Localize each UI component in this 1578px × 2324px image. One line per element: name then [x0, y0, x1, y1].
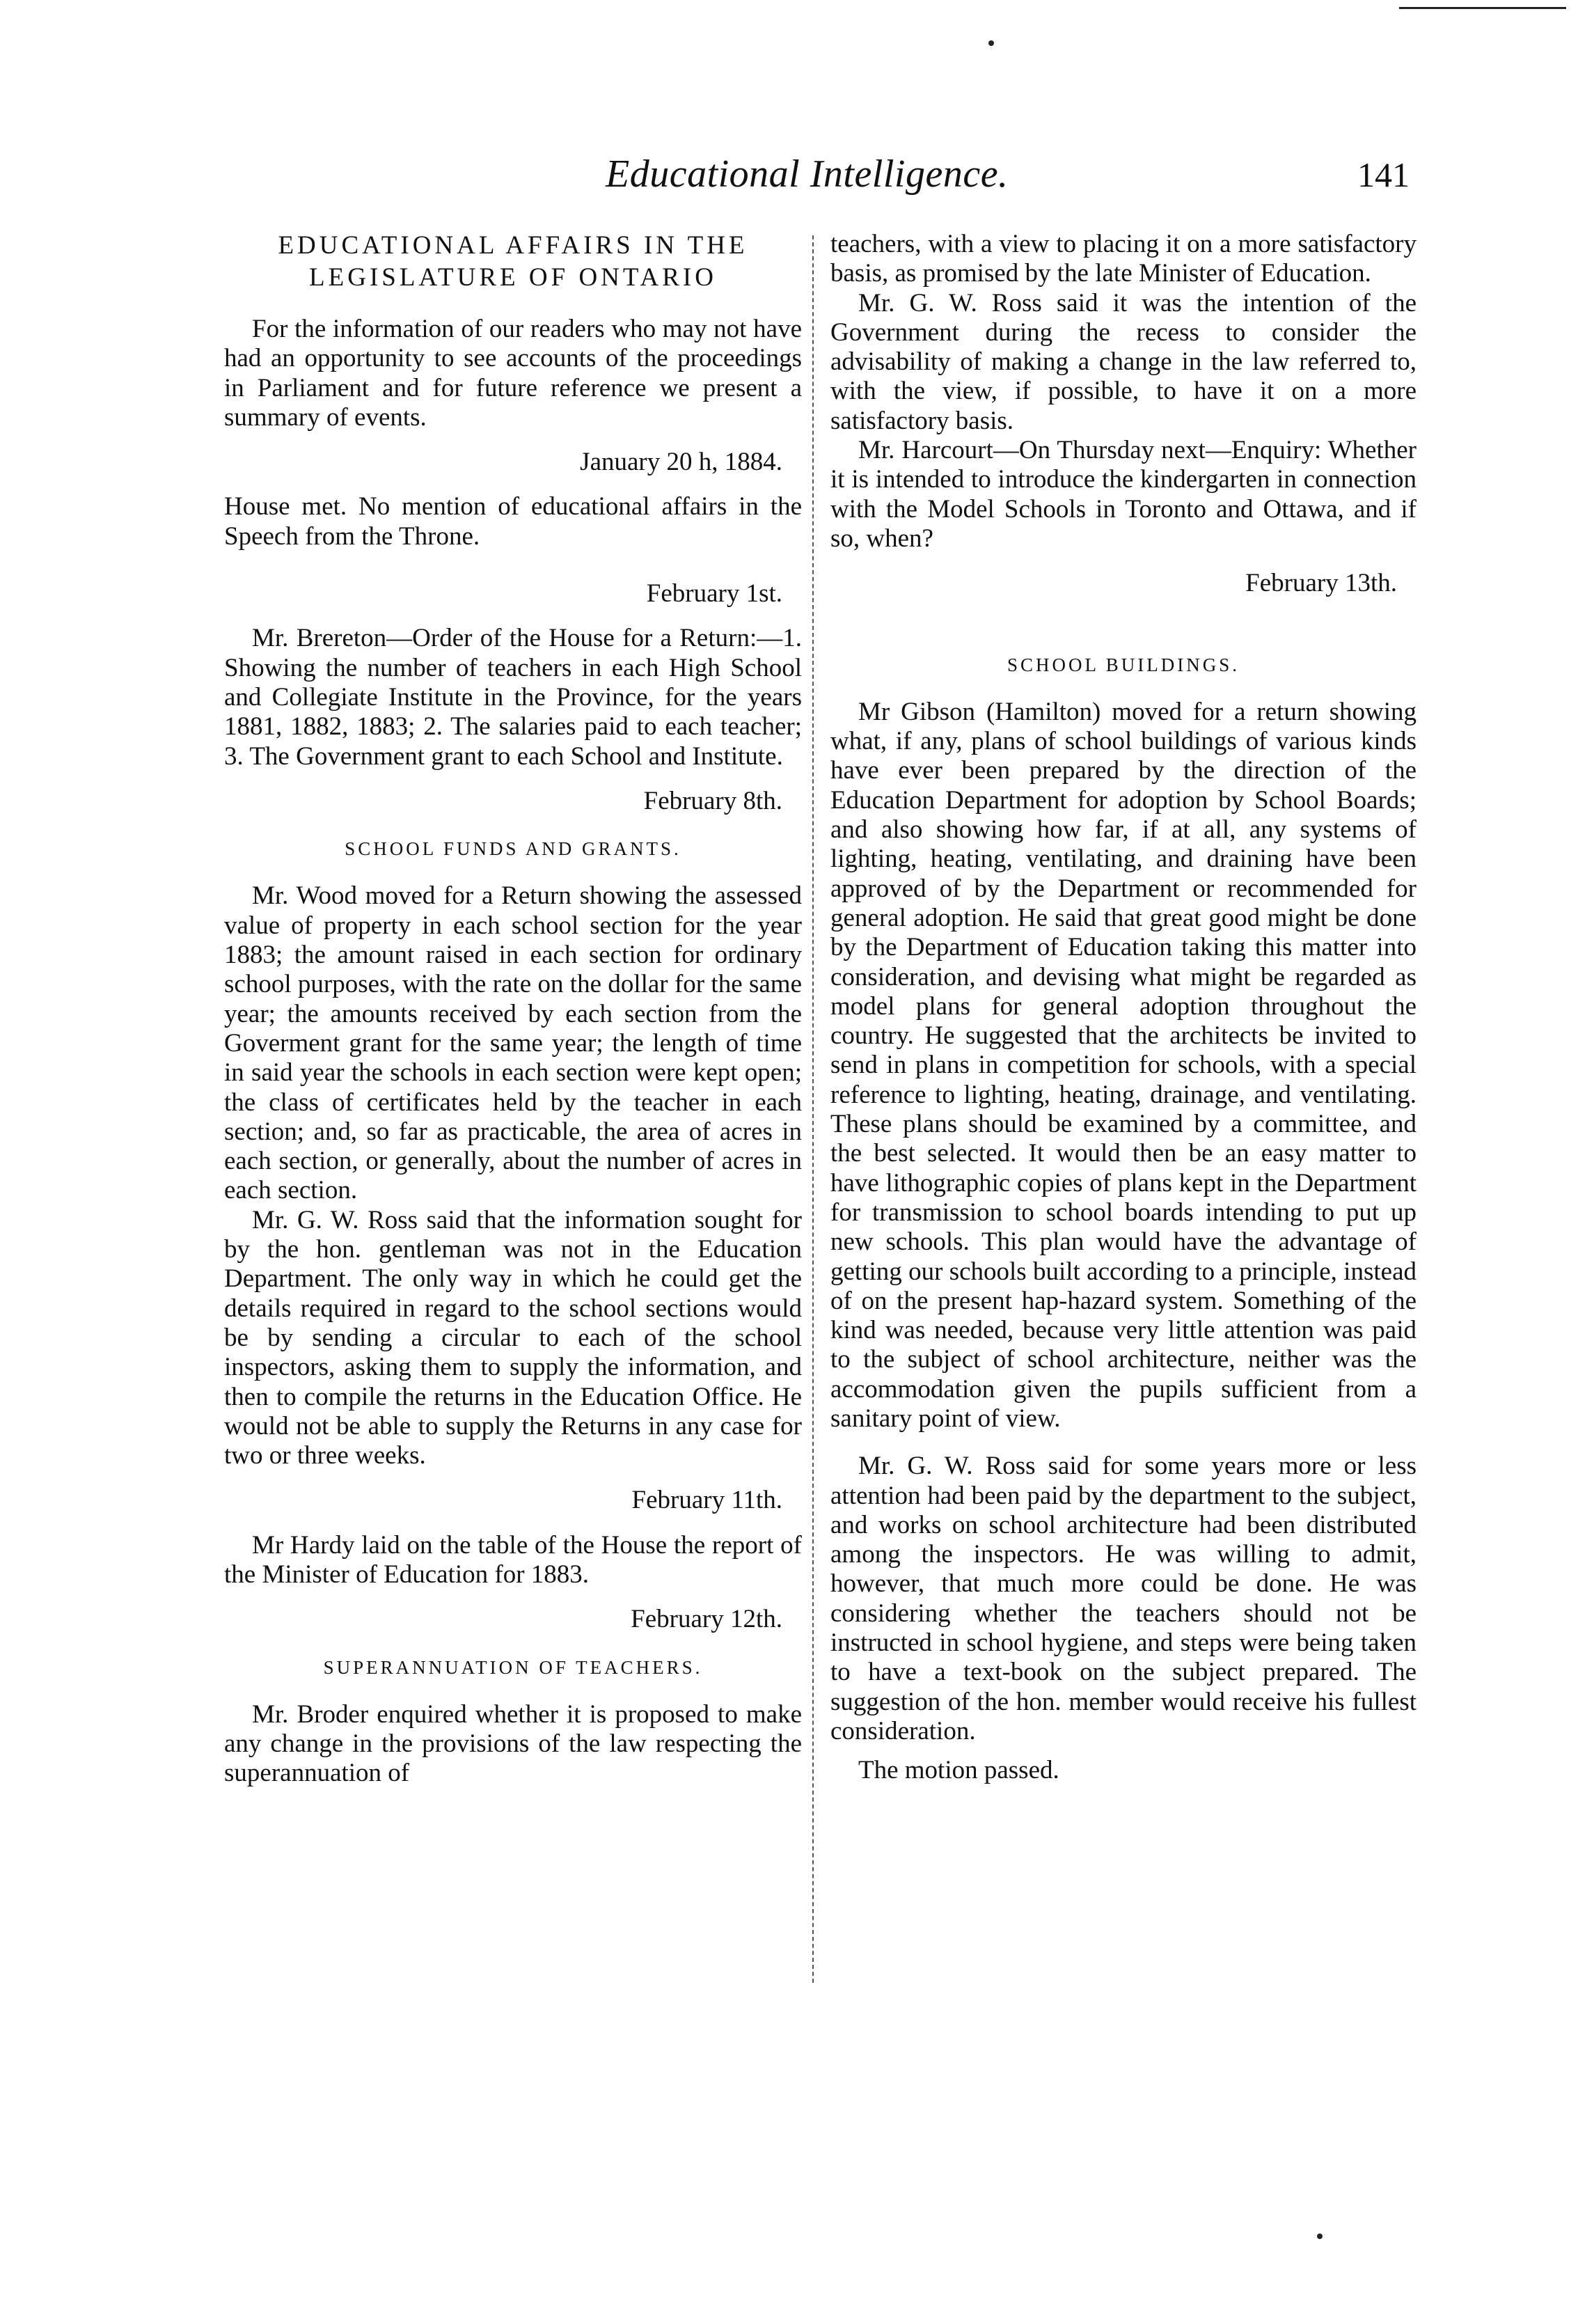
- date-heading: February 8th.: [643, 786, 782, 815]
- speck-mark: [988, 40, 994, 46]
- date-heading: February 1st.: [646, 579, 782, 609]
- left-column: [224, 230, 802, 1789]
- paragraph: Mr. G. W. Ross said for some years more or less attention had been paid by the department to the subject, and works on school architecture had been distributed among the inspectors. He was willing to admit, however, that much more could be done. He was considering whether the teachers should not be instructed in school hygiene, and steps were being taken to have a text-book on the subject prepared. The suggestion of the hon. member would receive his fullest consideration.: [830, 1452, 1417, 1745]
- running-title: Educational Intelligence.: [606, 152, 1009, 196]
- section-heading: SCHOOL FUNDS AND GRANTS.: [345, 838, 681, 860]
- paragraph: The motion passed.: [858, 1756, 1059, 1785]
- paragraph: Mr. G. W. Ross said that the information sought for by the hon. gentleman was not in the Education Department. The only way in which he could get the details required in regard to the school sections would be by sending a circular to each of the school inspectors, asking them to supply the information, and then to compile the returns in the Education Office. He would not be able to supply the Returns in any case for two or three weeks.: [224, 1205, 802, 1470]
- paragraph: Mr. Brereton—Order of the House for a Return:—1. Showing the number of teachers in each High School and Collegiate Institute in the Province, for the years 1881, 1882, 1883; 2. The salaries paid to each teacher; 3. The Government grant to each School and Institute.: [224, 624, 802, 771]
- right-column: [830, 230, 1417, 1786]
- paragraph: Mr Gibson (Hamilton) moved for a return showing what, if any, plans of school buildings of various kinds have ever been prepared by the direction of the Education Department for adoption by School Boards; and also showing how far, if at all, any systems of lighting, heating, ventilating, and draining have been approved of by the Department or recommended for general adoption. He said that great good might be done by the Department of Education taking this matter into consideration, and devising what might be regarded as model plans for general adoption throughout the country. He suggested that the architects be invited to send in plans in competition for schools, with a special reference to lighting, heating, drainage, and ventilating. These plans should be examined by a committee, and the best selected. It would then be an easy matter to have lithographic copies of plans kept in the Department for transmission to school boards intending to put up new schools. This plan would have the advantage of getting our schools built according to a principle, instead of on the present hap-hazard system. Something of the kind was needed, because very little attention was paid to the subject of school architecture, neither was the accommodation given the pupils sufficient from a sanitary point of view.: [830, 697, 1417, 1433]
- paragraph: Mr. Wood moved for a Return showing the assessed value of property in each school section for the year 1883; the amount raised in each section for ordinary school purposes, with the rate on the dollar for the same year; the amounts received by each section from the Goverment grant for the same year; the length of time in said year the schools in each section were kept open; the class of certificates held by the teacher in each section; and, so far as practicable, the area of acres in each section, or generally, about the number of acres in each section.: [224, 881, 802, 1205]
- paragraph: Mr Hardy laid on the table of the House the report of the Minister of Education for 1883.: [224, 1530, 802, 1589]
- page-number: 141: [1357, 155, 1410, 194]
- paragraph: teachers, with a view to placing it on a more satisfactory basis, as promised by the late Minister of Education.: [830, 230, 1417, 288]
- top-rule: [1399, 7, 1566, 9]
- date-heading: February 13th.: [1245, 569, 1397, 598]
- paragraph: Mr. Broder enquired whether it is proposed to make any change in the provisions of the law respecting the superannuation of: [224, 1699, 802, 1788]
- section-heading: SUPERANNUATION OF TEACHERS.: [323, 1656, 703, 1678]
- paragraph: Mr. G. W. Ross said it was the intention of the Government during the recess to consider the advisability of making a change in the law referred to, with the view, if possible, to have it on a more satisfactory basis.: [830, 288, 1417, 435]
- section-heading: SCHOOL BUILDINGS.: [1007, 654, 1240, 675]
- article-title: EDUCATIONAL AFFAIRS IN THE LEGISLATURE OF ONTARIO: [278, 231, 748, 292]
- paragraph: House met. No mention of educational affairs in the Speech from the Throne.: [224, 492, 802, 551]
- date-heading: January 20 h, 1884.: [580, 448, 782, 477]
- speck-mark: [1317, 2233, 1323, 2239]
- intro-paragraph: For the information of our readers who may not have had an opportunity to see accounts of the proceedings in Parliament and for future reference we present a summary of events.: [224, 315, 802, 432]
- date-heading: February 11th.: [631, 1486, 782, 1515]
- paragraph: Mr. Harcourt—On Thursday next—Enquiry: Whether it is intended to introduce the kindergarten in connection with the Model Schools in Toronto and Ottawa, and if so, when?: [830, 436, 1417, 553]
- column-divider: [812, 235, 814, 1983]
- date-heading: February 12th.: [631, 1605, 782, 1634]
